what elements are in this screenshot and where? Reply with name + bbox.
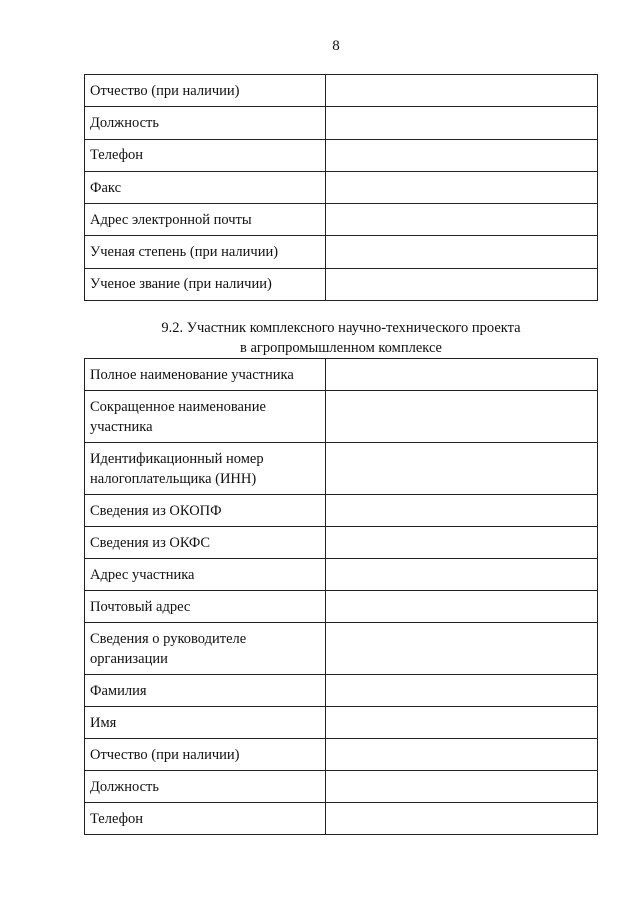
row-value-phone[interactable] (326, 803, 598, 835)
row-value-postal-address[interactable] (326, 591, 598, 623)
row-value-full-name[interactable] (326, 359, 598, 391)
row-value-okfs[interactable] (326, 527, 598, 559)
row-value-participant-address[interactable] (326, 559, 598, 591)
row-label-position: Должность (85, 771, 326, 803)
table-row (85, 623, 598, 675)
row-value-short-name[interactable] (326, 391, 598, 443)
table-row (85, 107, 598, 139)
row-label-okfs: Сведения из ОКФС (85, 527, 326, 559)
table-row (85, 139, 598, 171)
table-row (85, 803, 598, 835)
table-row (85, 268, 598, 300)
row-label-patronymic: Отчество (при наличии) (85, 739, 326, 771)
table-row (85, 591, 598, 623)
row-value-okopf[interactable] (326, 495, 598, 527)
row-label-first-name: Имя (85, 707, 326, 739)
table-row (85, 204, 598, 236)
table-row (85, 495, 598, 527)
row-value-first-name[interactable] (326, 707, 598, 739)
row-label-full-name: Полное наименование участника (85, 359, 326, 391)
section-heading (84, 318, 598, 358)
row-value-head-info[interactable] (326, 623, 598, 675)
page-number: 8 (332, 38, 340, 54)
row-value-academic-degree[interactable] (326, 236, 598, 268)
row-label-position: Должность (85, 107, 326, 139)
row-value-fax[interactable] (326, 171, 598, 203)
table-row (85, 675, 598, 707)
row-value-position[interactable] (326, 107, 598, 139)
row-label-academic-title: Ученое звание (при наличии) (85, 268, 326, 300)
table-row (85, 75, 598, 107)
row-value-surname[interactable] (326, 675, 598, 707)
row-label-academic-degree: Ученая степень (при наличии) (85, 236, 326, 268)
table-row (85, 559, 598, 591)
row-value-phone[interactable] (326, 139, 598, 171)
table-row (85, 739, 598, 771)
row-value-academic-title[interactable] (326, 268, 598, 300)
section-heading-line-1: 9.2. Участник комплексного научно-технического проекта (161, 320, 521, 336)
row-value-patronymic[interactable] (326, 739, 598, 771)
table-row (85, 236, 598, 268)
table-row (85, 443, 598, 495)
row-label-patronymic: Отчество (при наличии) (85, 75, 326, 107)
table-row (85, 171, 598, 203)
row-label-fax: Факс (85, 171, 326, 203)
row-label-phone: Телефон (85, 803, 326, 835)
row-value-inn[interactable] (326, 443, 598, 495)
row-label-postal-address: Почтовый адрес (85, 591, 326, 623)
table-row (85, 391, 598, 443)
row-label-okopf: Сведения из ОКОПФ (85, 495, 326, 527)
section-heading-line-2: в агропромышленном комплексе (239, 340, 442, 356)
row-value-email[interactable] (326, 204, 598, 236)
table-row (85, 359, 598, 391)
row-label-inn: Идентификационный номер налогоплательщика (ИНН) (85, 443, 326, 495)
contact-details-table (84, 74, 598, 301)
table-row (85, 707, 598, 739)
row-label-surname: Фамилия (85, 675, 326, 707)
participant-details-table (84, 358, 598, 835)
table-row (85, 771, 598, 803)
row-label-short-name: Сокращенное наименование участника (85, 391, 326, 443)
table-row (85, 527, 598, 559)
row-label-email: Адрес электронной почты (85, 204, 326, 236)
row-value-position[interactable] (326, 771, 598, 803)
row-label-phone: Телефон (85, 139, 326, 171)
row-label-participant-address: Адрес участника (85, 559, 326, 591)
row-value-patronymic[interactable] (326, 75, 598, 107)
row-label-head-info: Сведения о руководителе организации (85, 623, 326, 675)
